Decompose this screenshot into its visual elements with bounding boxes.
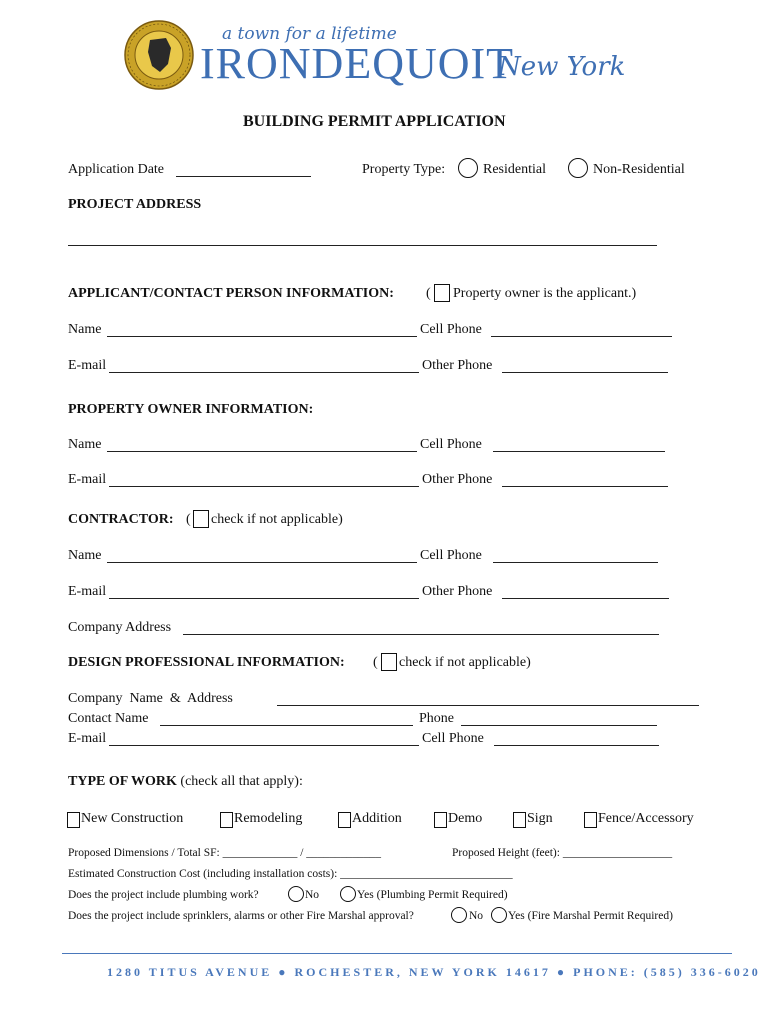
remodeling-label: Remodeling	[234, 811, 303, 826]
plumbing-question: Does the project include plumbing work?	[68, 889, 259, 901]
applicant-cell-field[interactable]	[491, 336, 672, 337]
proposed-height-field[interactable]: Proposed Height (feet): ___________________	[452, 847, 673, 859]
design-contact-label: Contact Name	[68, 711, 149, 726]
brand-state: New York	[498, 52, 626, 82]
contractor-name-field[interactable]	[107, 562, 417, 563]
owner-email-field[interactable]	[109, 486, 419, 487]
owner-other-phone-label: Other Phone	[422, 472, 493, 487]
applicant-cell-label: Cell Phone	[420, 322, 482, 337]
estimated-cost-field[interactable]: Estimated Construction Cost (including installation costs): ______________________________	[68, 868, 513, 880]
addition-label: Addition	[352, 811, 402, 826]
application-date-field[interactable]	[176, 176, 311, 177]
property-type-label: Property Type:	[362, 162, 446, 177]
sign-checkbox[interactable]	[513, 812, 526, 828]
design-na-checkbox[interactable]	[381, 653, 397, 671]
contractor-heading: CONTRACTOR:	[68, 512, 174, 527]
design-company-label: Company Name & Address	[68, 691, 233, 706]
project-address-field[interactable]	[68, 245, 657, 246]
contractor-company-address-field[interactable]	[183, 634, 659, 635]
applicant-email-field[interactable]	[109, 372, 419, 373]
contractor-name-label: Name	[68, 548, 102, 563]
design-phone-field[interactable]	[461, 725, 657, 726]
non-residential-label: Non-Residential	[593, 162, 685, 177]
fence-accessory-label: Fence/Accessory	[598, 811, 694, 826]
owner-name-field[interactable]	[107, 451, 417, 452]
plumbing-no-label: No	[305, 889, 320, 901]
owner-name-label: Name	[68, 437, 102, 452]
fence-accessory-checkbox[interactable]	[584, 812, 597, 828]
town-seal-logo	[124, 20, 194, 90]
applicant-other-phone-label: Other Phone	[422, 358, 493, 373]
residential-radio[interactable]	[458, 158, 478, 178]
sign-label: Sign	[527, 811, 553, 826]
owner-heading: PROPERTY OWNER INFORMATION:	[68, 402, 314, 417]
plumbing-yes-label: Yes (Plumbing Permit Required)	[357, 889, 508, 901]
owner-cell-field[interactable]	[493, 451, 665, 452]
applicant-name-field[interactable]	[107, 336, 417, 337]
fire-yes-label: Yes (Fire Marshal Permit Required)	[508, 910, 673, 922]
applicant-name-label: Name	[68, 322, 102, 337]
application-date-label: Application Date	[68, 162, 165, 177]
demo-checkbox[interactable]	[434, 812, 447, 828]
design-heading: DESIGN PROFESSIONAL INFORMATION:	[68, 655, 345, 670]
owner-cell-label: Cell Phone	[420, 437, 482, 452]
contractor-na-checkbox[interactable]	[193, 510, 209, 528]
page-title: BUILDING PERMIT APPLICATION	[243, 113, 506, 130]
contractor-cell-label: Cell Phone	[420, 548, 482, 563]
plumbing-yes-radio[interactable]	[340, 886, 356, 902]
design-na-label: check if not applicable)	[399, 655, 531, 670]
contractor-cell-field[interactable]	[493, 562, 658, 563]
owner-is-applicant-label: Property owner is the applicant.)	[453, 286, 637, 301]
proposed-dimensions-field[interactable]: Proposed Dimensions / Total SF: _____________ / _____________	[68, 847, 382, 859]
design-cell-field[interactable]	[494, 745, 659, 746]
tagline: a town for a lifetime	[222, 24, 397, 44]
footer-divider	[62, 953, 732, 954]
work-heading-row	[68, 774, 303, 790]
footer-address: 1280 TITUS AVENUE ● ROCHESTER, NEW YORK 14617 ● PHONE: (585) 336-6020	[107, 965, 761, 979]
remodeling-checkbox[interactable]	[220, 812, 233, 828]
plumbing-no-radio[interactable]	[288, 886, 304, 902]
new-construction-checkbox[interactable]	[67, 812, 80, 828]
contractor-paren: (	[186, 512, 191, 527]
residential-label: Residential	[483, 162, 546, 177]
project-address-heading: PROJECT ADDRESS	[68, 197, 202, 212]
work-subheading: (check all that apply):	[180, 774, 303, 789]
new-construction-label: New Construction	[81, 811, 184, 826]
owner-is-applicant-checkbox[interactable]	[434, 284, 450, 302]
brand-name: IRONDEQUOIT	[200, 39, 515, 88]
fire-no-label: No	[469, 910, 484, 922]
applicant-heading: APPLICANT/CONTACT PERSON INFORMATION:	[68, 286, 394, 301]
contractor-company-address-label: Company Address	[68, 620, 172, 635]
non-residential-radio[interactable]	[568, 158, 588, 178]
fire-question: Does the project include sprinklers, alarms or other Fire Marshal approval?	[68, 910, 414, 922]
contractor-other-phone-field[interactable]	[502, 598, 669, 599]
contractor-other-phone-label: Other Phone	[422, 584, 493, 599]
design-email-field[interactable]	[109, 745, 419, 746]
addition-checkbox[interactable]	[338, 812, 351, 828]
fire-yes-radio[interactable]	[491, 907, 507, 923]
fire-no-radio[interactable]	[451, 907, 467, 923]
owner-other-phone-field[interactable]	[502, 486, 668, 487]
demo-label: Demo	[448, 811, 483, 826]
design-paren: (	[373, 655, 378, 670]
design-phone-label: Phone	[419, 711, 454, 726]
applicant-other-phone-field[interactable]	[502, 372, 668, 373]
applicant-email-label: E-mail	[68, 358, 107, 373]
contractor-email-label: E-mail	[68, 584, 107, 599]
design-contact-field[interactable]	[160, 725, 413, 726]
design-email-label: E-mail	[68, 731, 107, 746]
owner-email-label: E-mail	[68, 472, 107, 487]
design-cell-label: Cell Phone	[422, 731, 484, 746]
design-company-field[interactable]	[277, 705, 699, 706]
work-heading: TYPE OF WORK	[68, 774, 177, 789]
contractor-na-label: check if not applicable)	[211, 512, 343, 527]
contractor-email-field[interactable]	[109, 598, 419, 599]
applicant-paren: (	[426, 286, 431, 301]
